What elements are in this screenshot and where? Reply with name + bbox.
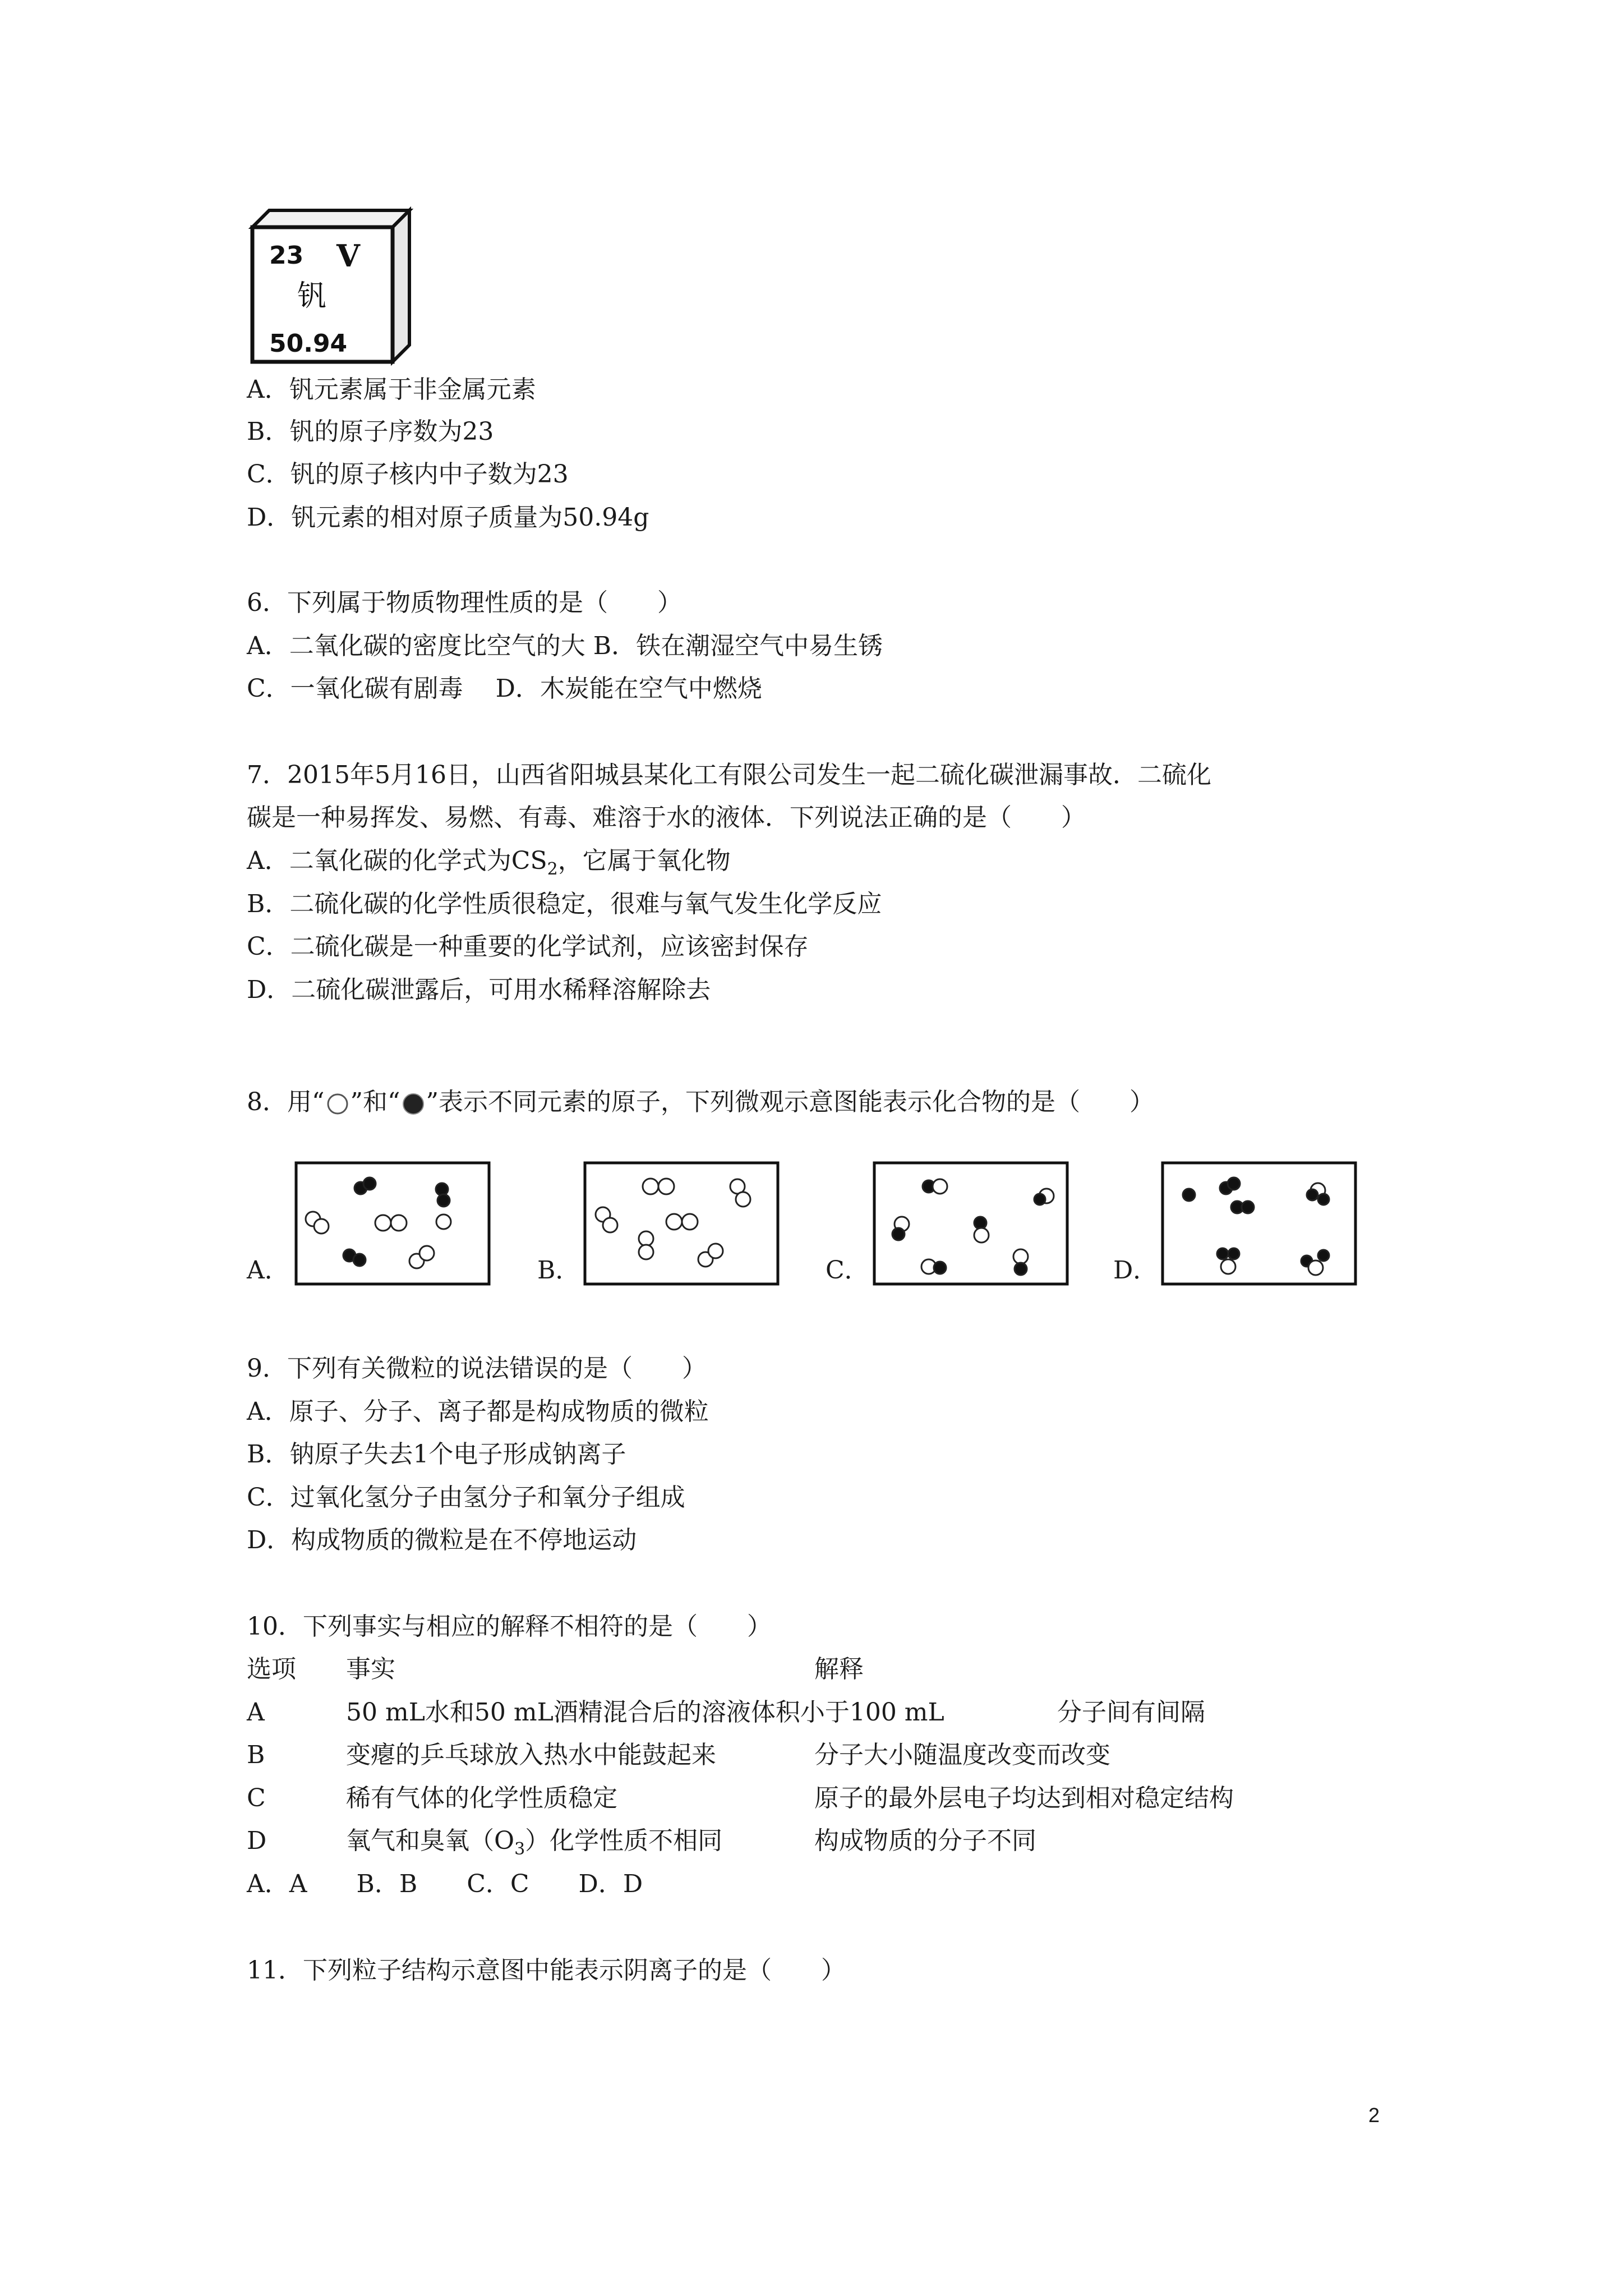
q11-stem: 11．下列粒子结构示意图中能表示阴离子的是（ ） xyxy=(247,1956,846,1985)
q10-stem: 10．下列事实与相应的解释不相符的是（ ） xyxy=(247,1612,772,1641)
q10-row-a-reason: 分子间有间隔 xyxy=(1057,1698,1205,1727)
q5-option-d: D．钒元素的相对原子质量为50.94g xyxy=(247,503,649,532)
element-name: 钒 xyxy=(297,279,327,313)
q5-option-a: A．钒元素属于非金属元素 xyxy=(247,375,536,404)
q8-stem-post: ”表示不同元素的原子，下列微观示意图能表示化合物的是（ ） xyxy=(426,1088,1154,1116)
q8-label-a: A． xyxy=(247,1256,289,1285)
q10-row-d-fact xyxy=(346,1824,722,1866)
q7-option-a-subscript: 2 xyxy=(547,859,558,879)
q10-row-a-option: A xyxy=(247,1698,265,1727)
q6-options-line2: C．一氧化碳有剧毒 D．木炭能在空气中燃烧 xyxy=(247,674,762,703)
element-number: 23 xyxy=(269,241,304,270)
q7-option-a-tail: ，它属于氧化物 xyxy=(557,846,731,875)
q8-diagram-a xyxy=(294,1161,491,1286)
element-card-vanadium xyxy=(247,205,415,370)
q7-stem-line2: 碳是一种易挥发、易燃、有毒、难溶于水的液体．下列说法正确的是（ ） xyxy=(247,803,1086,832)
q10-row-c-fact: 稀有气体的化学性质稳定 xyxy=(346,1784,617,1812)
q7-stem-line1: 7．2015年5月16日，山西省阳城县某化工有限公司发生一起二硫化碳泄漏事故．二硫化 xyxy=(247,761,1211,789)
q9-stem: 9．下列有关微粒的说法错误的是（ ） xyxy=(247,1354,707,1383)
q7-option-a-text: A．二氧化碳的化学式为CS xyxy=(247,846,547,875)
q10-row-d-reason: 构成物质的分子不同 xyxy=(814,1826,1036,1855)
q10-header-option: 选项 xyxy=(247,1655,296,1683)
q5-option-c: C．钒的原子核内中子数为23 xyxy=(247,460,569,489)
q10-header-fact: 事实 xyxy=(346,1655,395,1683)
q10-row-c-reason: 原子的最外层电子均达到相对稳定结构 xyxy=(814,1784,1234,1812)
element-symbol: V xyxy=(336,238,360,274)
q8-label-b: B． xyxy=(537,1256,580,1285)
q8-diagram-d xyxy=(1161,1161,1357,1286)
q10-row-b-fact: 变瘪的乒乓球放入热水中能鼓起来 xyxy=(346,1741,716,1769)
q8-label-c: C． xyxy=(826,1256,869,1285)
q7-option-b: B．二硫化碳的化学性质很稳定，很难与氧气发生化学反应 xyxy=(247,890,882,918)
q5-option-b: B．钒的原子序数为23 xyxy=(247,417,494,446)
q10-answer-options: A．A B．B C．C D．D xyxy=(247,1870,643,1898)
q10-row-d-fact-subscript: 3 xyxy=(514,1839,525,1859)
q8-stem-mid: ”和“ xyxy=(350,1088,400,1116)
q9-option-b: B．钠原子失去1个电子形成钠离子 xyxy=(247,1440,626,1469)
q10-row-c-option: C xyxy=(247,1784,266,1812)
q7-option-a xyxy=(247,844,731,886)
q10-row-d-fact-tail: ）化学性质不相同 xyxy=(525,1826,723,1855)
q8-label-d: D． xyxy=(1113,1256,1158,1285)
q10-row-b-reason: 分子大小随温度改变而改变 xyxy=(814,1741,1110,1769)
black-atom-icon xyxy=(400,1091,426,1117)
q10-row-d-option: D xyxy=(247,1826,267,1855)
q9-option-d: D．构成物质的微粒是在不停地运动 xyxy=(247,1526,637,1554)
q6-stem: 6．下列属于物质物理性质的是（ ） xyxy=(247,588,682,617)
q8-diagram-c xyxy=(873,1161,1069,1286)
q9-option-c: C．过氧化氢分子由氢分子和氧分子组成 xyxy=(247,1483,685,1512)
element-mass: 50.94 xyxy=(269,329,348,358)
q7-option-d: D．二硫化碳泄露后，可用水稀释溶解除去 xyxy=(247,976,711,1004)
q8-stem xyxy=(247,1085,1154,1119)
q6-options-line1: A．二氧化碳的密度比空气的大 B．铁在潮湿空气中易生锈 xyxy=(247,632,883,660)
q8-diagram-b xyxy=(583,1161,780,1286)
q10-header-reason: 解释 xyxy=(814,1655,864,1683)
q9-option-a: A．原子、分子、离子都是构成物质的微粒 xyxy=(247,1397,709,1426)
q10-row-d-fact-text: 氧气和臭氧（O xyxy=(346,1826,515,1855)
page-number: 2 xyxy=(1368,2104,1380,2127)
q8-stem-pre: 8．用“ xyxy=(247,1088,325,1116)
white-atom-icon xyxy=(325,1091,351,1117)
q7-option-c: C．二硫化碳是一种重要的化学试剂，应该密封保存 xyxy=(247,932,809,961)
q10-row-a-fact: 50 mL水和50 mL酒精混合后的溶液体积小于100 mL xyxy=(346,1698,944,1727)
q10-row-b-option: B xyxy=(247,1741,265,1769)
